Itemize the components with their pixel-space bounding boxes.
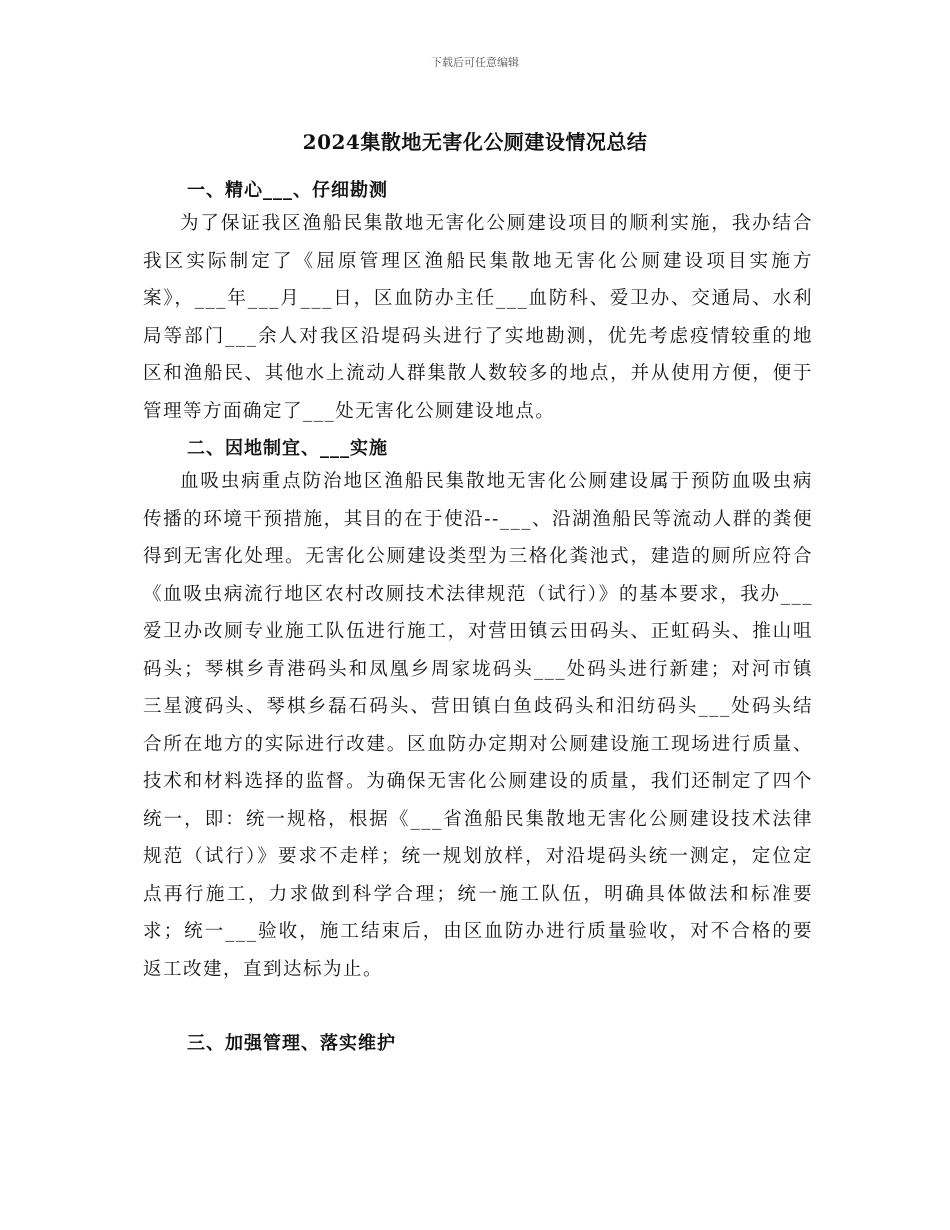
section-heading-3: 三、加强管理、落实维护 [187,1033,396,1054]
section-heading-2: 二、因地制宜、___实施 [187,438,388,459]
section-heading-1: 一、精心___、仔细勘测 [187,180,388,201]
section-paragraph-1: 为了保证我区渔船民集散地无害化公厕建设项目的顺利实施，我办结合我区实际制定了《屈原管理区渔船民集散地无害化公厕建设项目实施方案》，___年___月___日，区血防办主任___血防科、爱卫办、交通局、水利局等部门___余人对我区沿堤码头进行了实地勘测，优先考虑疫情较重的地区和渔船民、其他水上流动人群集散人数较多的地点，并从使用方便，便于管理等方面确定了___处无害化公厕建设地点。 [143,213,813,422]
section-paragraph-2: 血吸虫病重点防治地区渔船民集散地无害化公厕建设属于预防血吸虫病传播的环境干预措施，其目的在于使沿--___、沿湖渔船民等流动人群的粪便得到无害化处理。无害化公厕建设类型为三格化粪池式，建造的厕所应符合《血吸虫病流行地区农村改厕技术法律规范（试行）》的基本要求，我办___爱卫办改厕专业施工队伍进行施工，对营田镇云田码头、正虹码头、推山咀码头；琴棋乡青港码头和凤凰乡周家垅码头___处码头进行新建；对河市镇三星渡码头、琴棋乡磊石码头、营田镇白鱼歧码头和汨纺码头___处码头结合所在地方的实际进行改建。区血防办定期对公厕建设施工现场进行质量、技术和材料选择的监督。为确保无害化公厕建设的质量，我们还制定了四个统一，即：统一规格，根据《___省渔船民集散地无害化公厕建设技术法律规范（试行）》要求不走样；统一规划放样，对沿堤码头统一测定，定位定点再行施工，力求做到科学合理；统一施工队伍，明确具体做法和标准要求；统一___验收，施工结束后，由区血防办进行质量验收，对不合格的要返工改建，直到达标为止。 [143,471,813,980]
header-note: 下载后可任意编辑 [431,56,519,69]
document-title: 2024集散地无害化公厕建设情况总结 [302,130,648,154]
